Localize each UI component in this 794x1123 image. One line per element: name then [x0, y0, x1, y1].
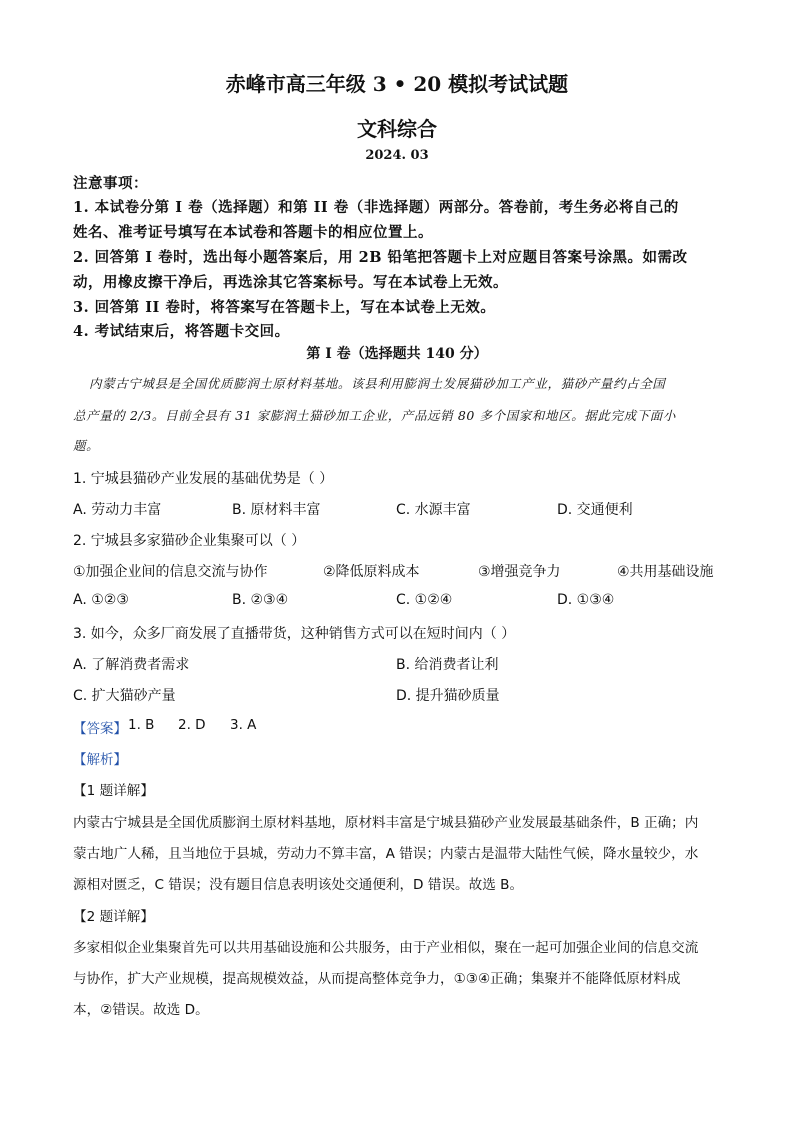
material-line: 题。	[73, 438, 100, 453]
q2-item-3: ③增强竞争力	[478, 564, 561, 580]
explanation-2-line: 与协作，扩大产业规模，提高规模效益，从而提高整体竞争力，①③④正确；集聚并不能降低原材料成	[73, 971, 681, 987]
q1-option-b: B. 原材料丰富	[232, 502, 321, 518]
analysis-tag: 【解析】	[73, 752, 127, 768]
explanation-1-line: 源相对匮乏，C 错误；没有题目信息表明该处交通便利，D 错误。故选 B。	[73, 877, 524, 893]
section-title: 第 I 卷（选择题共 140 分）	[306, 346, 488, 362]
q2-option-c: C. ①②④	[396, 592, 453, 608]
q2-option-d: D. ①③④	[557, 592, 615, 608]
answer-3: 3. A	[230, 717, 257, 733]
question-2-stem: 2. 宁城县多家猫砂企业集聚可以（ ）	[73, 533, 306, 549]
explanation-1-line: 内蒙古宁城县是全国优质膨润土原材料基地，原材料丰富是宁城县猫砂产业发展最基础条件，B 正确；内	[73, 815, 699, 831]
exam-title: 赤峰市高三年级 3 • 20 模拟考试试题	[225, 72, 569, 96]
explanation-1-line: 蒙古地广人稀，且当地位于县城，劳动力不算丰富，A 错误；内蒙古是温带大陆性气候，降水量较少，水	[73, 846, 699, 862]
notice-heading: 注意事项：	[73, 175, 148, 192]
q1-option-d: D. 交通便利	[557, 502, 633, 518]
exam-date: 2024. 03	[365, 148, 429, 163]
explanation-2-tag: 【2 题详解】	[73, 909, 154, 925]
answer-tag: 【答案】	[73, 721, 127, 737]
question-1-stem: 1. 宁城县猫砂产业发展的基础优势是（ ）	[73, 471, 334, 487]
notice-line: 2. 回答第 I 卷时，选出每小题答案后，用 2B 铅笔把答题卡上对应题目答案号涂黑。如需改	[73, 249, 688, 266]
q3-option-c: C. 扩大猫砂产量	[73, 688, 176, 704]
explanation-2-line: 多家相似企业集聚首先可以共用基础设施和公共服务，由于产业相似，聚在一起可加强企业间的信息交流	[73, 940, 699, 956]
q2-option-a: A. ①②③	[73, 592, 129, 608]
notice-line: 动，用橡皮擦干净后，再选涂其它答案标号。写在本试卷上无效。	[73, 274, 508, 291]
material-line: 总产量的 2/3。目前全县有 31 家膨润土猫砂加工企业，产品远销 80 多个国家和地区。据此完成下面小	[73, 408, 676, 423]
q1-option-a: A. 劳动力丰富	[73, 502, 162, 518]
q1-option-c: C. 水源丰富	[396, 502, 471, 518]
q3-option-b: B. 给消费者让利	[396, 657, 499, 673]
notice-line: 1. 本试卷分第 I 卷（选择题）和第 II 卷（非选择题）两部分。答卷前，考生务必将自己的	[73, 199, 679, 216]
explanation-2-line: 本，②错误。故选 D。	[73, 1002, 209, 1018]
q3-option-a: A. 了解消费者需求	[73, 657, 190, 673]
notice-line: 3. 回答第 II 卷时，将答案写在答题卡上，写在本试卷上无效。	[73, 299, 496, 316]
answer-1: 1. B	[128, 717, 155, 733]
q2-item-4: ④共用基础设施	[617, 564, 714, 580]
notice-line: 4. 考试结束后，将答题卡交回。	[73, 323, 290, 340]
question-3-stem: 3. 如今，众多厂商发展了直播带货，这种销售方式可以在短时间内（ ）	[73, 626, 516, 642]
notice-line: 姓名、准考证号填写在本试卷和答题卡的相应位置上。	[73, 224, 433, 241]
exam-subject: 文科综合	[357, 117, 437, 141]
q2-item-1: ①加强企业间的信息交流与协作	[73, 564, 268, 580]
q2-option-b: B. ②③④	[232, 592, 289, 608]
explanation-1-tag: 【1 题详解】	[73, 783, 154, 799]
q2-item-2: ②降低原料成本	[323, 564, 420, 580]
material-line: 内蒙古宁城县是全国优质膨润土原材料基地。该县利用膨润土发展猫砂加工产业，猫砂产量约占全国	[89, 376, 666, 391]
q3-option-d: D. 提升猫砂质量	[396, 688, 500, 704]
answer-2: 2. D	[178, 717, 206, 733]
